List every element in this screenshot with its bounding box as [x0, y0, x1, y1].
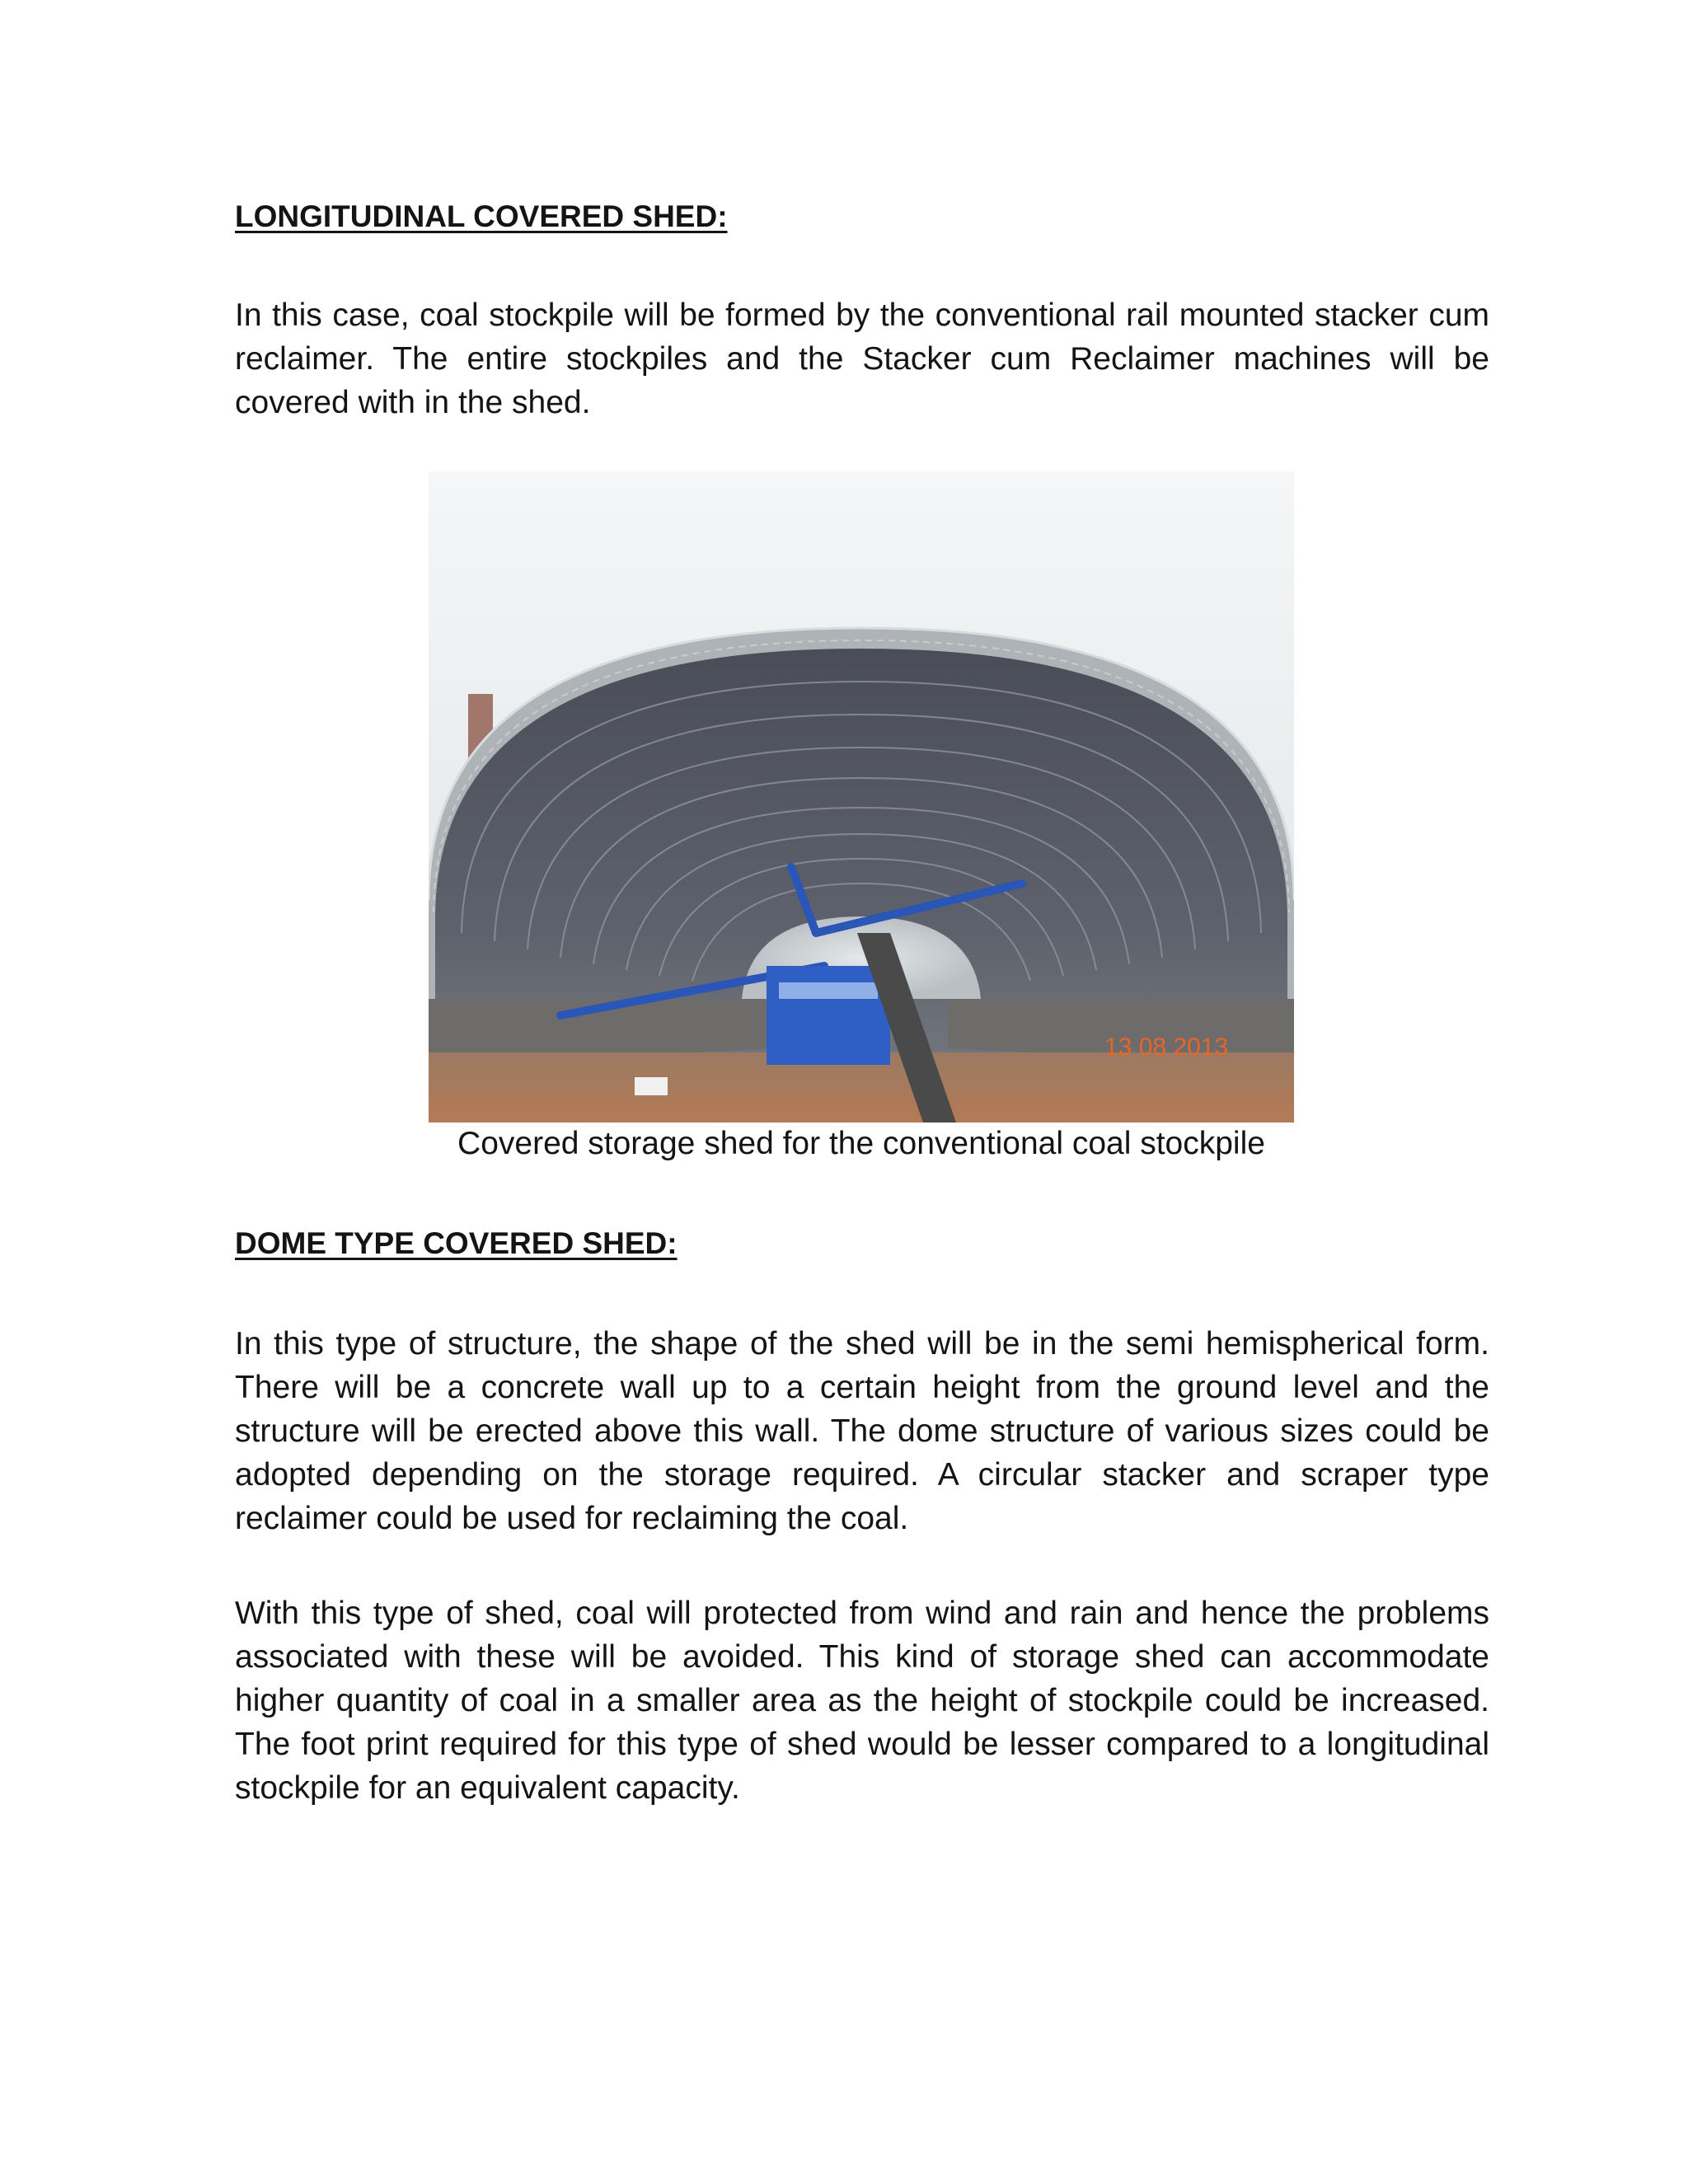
section-heading-longitudinal: LONGITUDINAL COVERED SHED:	[235, 199, 728, 233]
paragraph-longitudinal-intro: In this case, coal stockpile will be formed by the conventional rail mounted stacker cum reclaimer. The entire stockpiles and the Stacker cum Reclaimer machines will be covered with in the shed.	[235, 298, 1489, 420]
paragraph-dome-benefits: With this type of shed, coal will protected from wind and rain and hence the problems associated with these will be avoided. This kind of storage shed can accommodate higher quantity of coal in a smaller area as the height of stockpile could be increased. The foot print required for this type of shed would be lesser compared to a longitudinal stockpile for an equivalent capacity.	[235, 1596, 1489, 1806]
figure-caption: Covered storage shed for the conventional coal stockpile	[457, 1126, 1265, 1161]
section-heading-dome: DOME TYPE COVERED SHED:	[235, 1226, 678, 1260]
paragraph-dome-description: In this type of structure, the shape of the shed will be in the semi hemispherical form. There will be a concrete wall up to a certain height from the ground level and the structure will be erected above this wall. The dome structure of various sizes could be adopted depending on the storage required. A circular stacker and scraper type reclaimer could be used for reclaiming the coal.	[235, 1326, 1489, 1536]
covered-shed-photo	[429, 471, 1294, 1122]
photo-date-stamp: 13 08 2013	[1104, 1033, 1229, 1061]
